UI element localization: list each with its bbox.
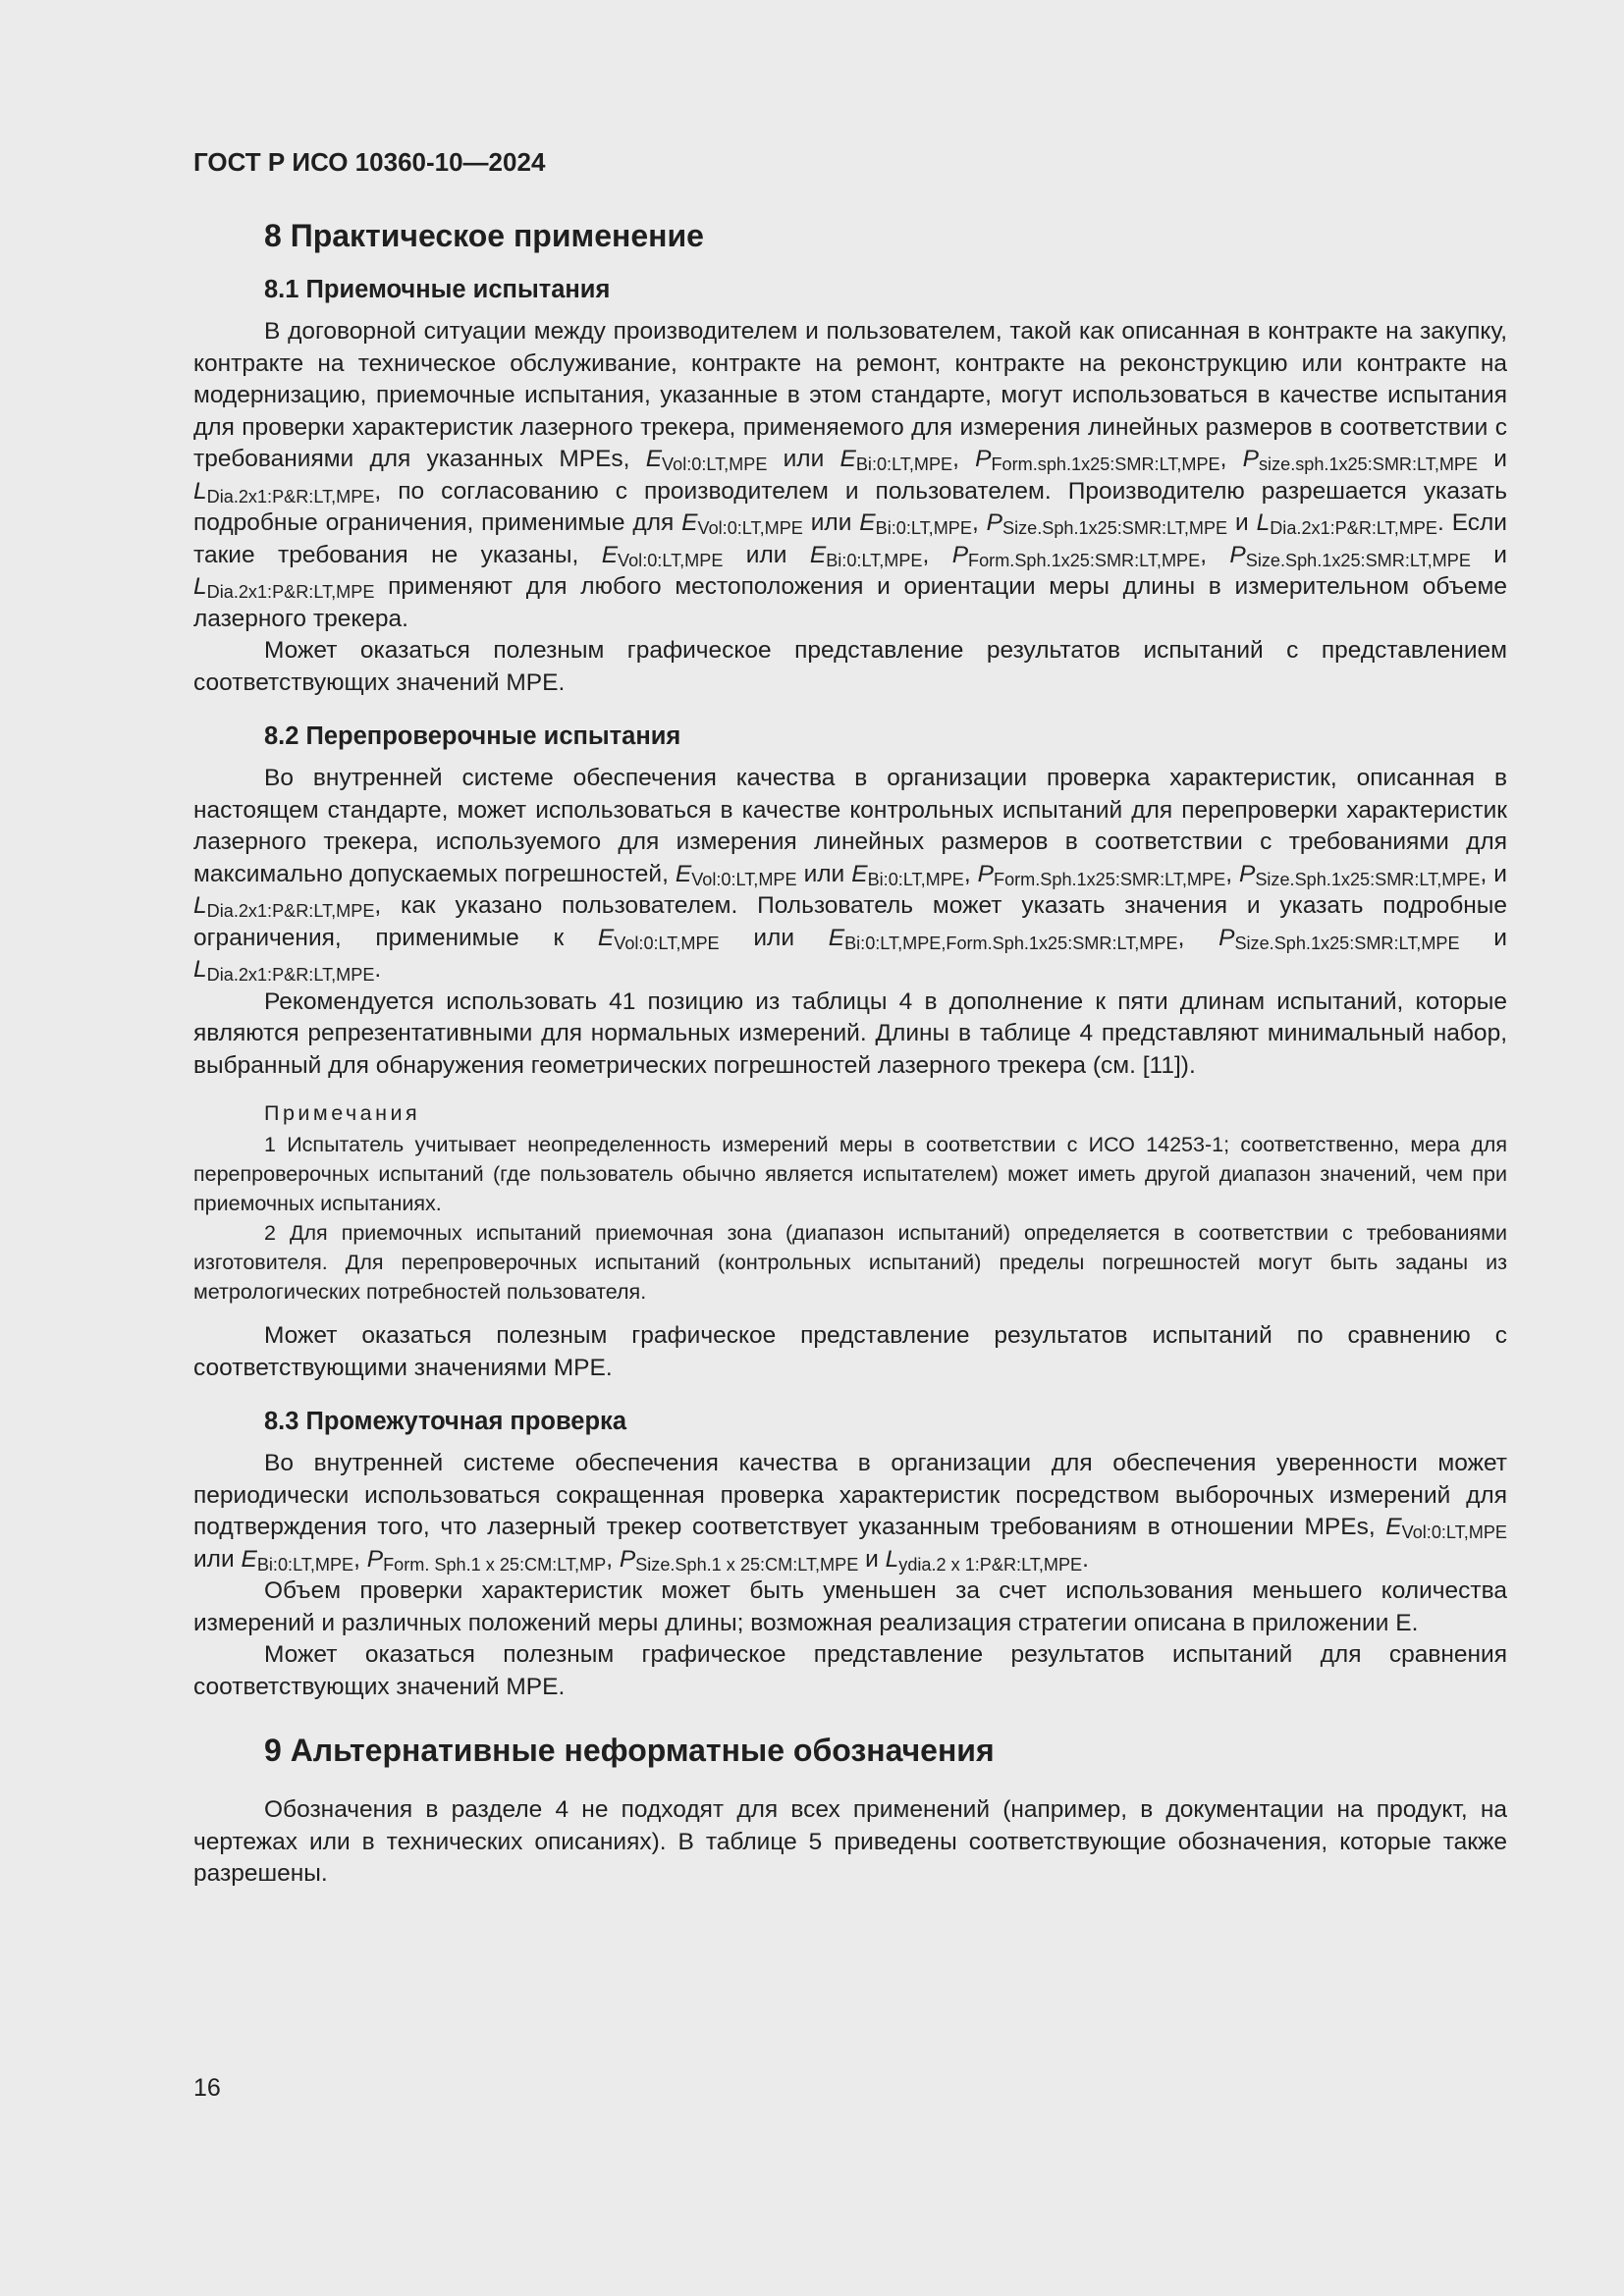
section-8-title: 8 Практическое применение — [264, 218, 704, 253]
page-content — [193, 218, 1507, 1891]
section-8-1-paragraph-1: В договорной ситуации между производителем и пользователем, такой как описанная в контракте на закупку, контракте на техническое обслуживание, контракте на ремонт, контракте на реконструкцию или контракте на модернизацию, приемочные испытания, указанные в этом стандарте, могут использоваться в качестве испытания для проверки характеристик лазерного трекера, применяемого для измерения линейных размеров в соответствии с требованиями для указанных MPEs, $E_{Vol:0:LT,MPE}$ или $E_{Bi:0:LT,MPE}$, $P_{Form.sph.1x25:SMR:LT,MPE}$, $P_{size.sph.1x25:SMR:LT,MPE}$ и $L_{Dia.2x1:P\&R:LT,MPE}$, по согласованию с производителем и пользователем. Производителю разрешается указать подробные ограничения, применимые для $E_{Vol:0:LT,MPE}$ или $E_{Bi:0:LT,MPE}$, $P_{Size.Sph.1x25:SMR:LT,MPE}$ и $L_{Dia.2x1:P\&R:LT,MPE}$. Если такие требования не указаны, $E_{Vol:0:LT,MPE}$ или $E_{Bi:0:LT,MPE}$, $P_{Form.Sph.1x25:SMR:LT,MPE}$, $P_{Size.Sph.1x25:SMR:LT,MPE}$ и $L_{Dia.2x1:P\&R:LT,MPE}$ применяют для любого местоположения и ориентации меры длины в измерительном объеме лазерного трекера. — [193, 318, 1507, 632]
section-8-2-paragraph-1: Во внутренней системе обеспечения качества в организации проверка характеристик, описанная в настоящем стандарте, может использоваться в качестве контрольных испытаний для перепроверки характеристик лазерного трекера, используемого для измерения линейных размеров в соответствии с требованиями для максимально допускаемых погрешностей, $E_{Vol:0:LT,MPE}$ или $E_{Bi:0:LT,MPE}$, $P_{Form.Sph.1x25:SMR:LT,MPE}$, $P_{Size.Sph.1x25:SMR:LT,MPE}$, и $L_{Dia.2x1:P\&R:LT,MPE}$, как указано пользователем. Пользователь может указать значения и указать подробные ограничения, применимые к $E_{Vol:0:LT,MPE}$ или $E_{Bi:0:LT,MPE,Form.Sph.1x25:SMR:LT,MPE}$, $P_{Size.Sph.1x25:SMR:LT,MPE}$ и $L_{Dia.2x1:P\&R:LT,MPE}$. — [193, 765, 1507, 985]
section-8-2-title: 8.2 Перепроверочные испытания — [264, 722, 681, 750]
section-8-3-paragraph-2: Объем проверки характеристик может быть уменьшен за счет использования меньшего количества измерений и различных положений меры длины; возможная реализация стратегии описана в приложении Е. — [193, 1577, 1507, 1636]
section-8-3-paragraph-3: Может оказаться полезным графическое представление результатов испытаний для сравнения соответствующих значений MPE. — [193, 1641, 1507, 1700]
section-8-3-title: 8.3 Промежуточная проверка — [264, 1408, 627, 1435]
section-8-2-paragraph-3: Может оказаться полезным графическое представление результатов испытаний по сравнению с соответствующими значениями MPE. — [193, 1322, 1507, 1381]
spacer — [193, 1307, 1507, 1320]
section-8-2-paragraph-2: Рекомендуется использовать 41 позицию из таблицы 4 в дополнение к пяти длинам испытаний, которые являются репрезентативными для нормальных измерений. Длины в таблице 4 представляют минимальный набор, выбранный для обнаружения геометрических погрешностей лазерного трекера (см. [11]). — [193, 988, 1507, 1079]
page-number: 16 — [193, 2074, 221, 2102]
section-8-3-paragraph-1: Во внутренней системе обеспечения качества в организации для обеспечения уверенности может периодически использоваться сокращенная проверка характеристик посредством выборочных измерений для подтверждения того, что лазерный трекер соответствует указанным требованиям в отношении MPEs, $E_{Vol:0:LT,MPE}$ или $E_{Bi:0:LT,MPE}$, $P_{Form. Sph.1 x 25:CM:LT,MP}$, $P_{Size.Sph.1 x 25:CM:LT,MPE}$ и $L_{ydia.2 x 1:P\&R:LT,MPE}$. — [193, 1450, 1507, 1575]
document-header: ГОСТ Р ИСО 10360-10—2024 — [193, 147, 546, 177]
section-9-paragraph-1: Обозначения в разделе 4 не подходят для всех применений (например, в документации на продукт, на чертежах или в технических описаниях). В таблице 5 приведены соответствующие обозначения, которые также разрешены. — [193, 1796, 1507, 1887]
section-8-1-paragraph-2: Может оказаться полезным графическое представление результатов испытаний с представлением соответствующих значений MPE. — [193, 637, 1507, 696]
section-8-1-title: 8.1 Приемочные испытания — [264, 276, 611, 303]
notes-heading: Примечания — [264, 1101, 421, 1125]
note-2: 2 Для приемочных испытаний приемочная зона (диапазон испытаний) определяется в соответствии с требованиями изготовителя. Для перепроверочных испытаний (контрольных испытаний) пределы погрешностей могут быть заданы из метрологических потребностей пользователя. — [193, 1221, 1507, 1304]
note-1: 1 Испытатель учитывает неопределенность измерений меры в соответствии с ИСО 14253-1; соответственно, мера для перепроверочных испытаний (где пользователь обычно является испытателем) может иметь другой диапазон значений, чем при приемочных испытаниях. — [193, 1133, 1507, 1215]
section-9-title: 9 Альтернативные неформатные обозначения — [264, 1733, 995, 1768]
